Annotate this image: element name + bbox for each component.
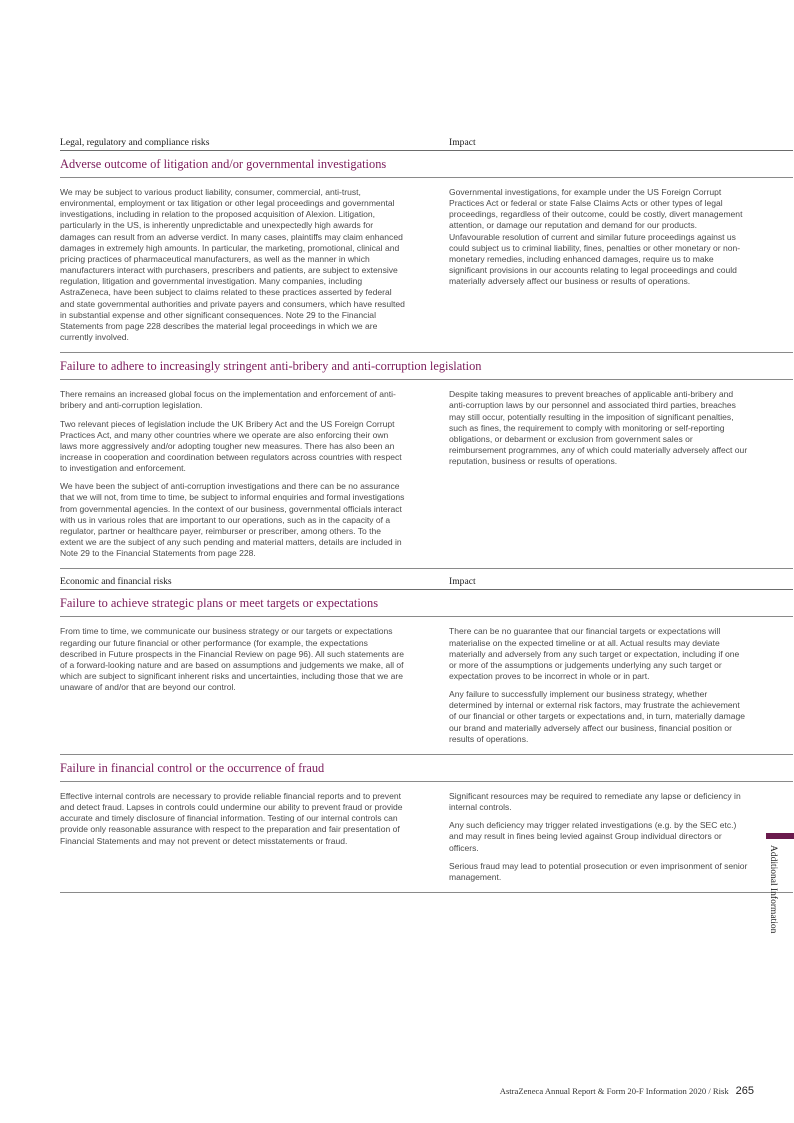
paragraph: There remains an increased global focus on the implementation and enforcement of anti-bribery and anti-corruption legislation. bbox=[60, 389, 396, 411]
paragraph: Any such deficiency may trigger related investigations (e.g. by the SEC etc.) and may result in fines being levied against Group individual directors or officers. bbox=[449, 820, 737, 853]
section-header-right: Impact bbox=[449, 137, 476, 148]
page-content bbox=[60, 137, 793, 893]
risk-body-strategic-plans bbox=[60, 617, 793, 755]
paragraph: Significant resources may be required to remediate any lapse or deficiency in internal controls. bbox=[449, 790, 741, 813]
paragraph: Any failure to successfully implement our business strategy, whether determined by internal or external risk factors, may frustrate the achievement of our financial or other targets or expectations and, in turn, materially damage our brand and materially adversely affect our business, financial position or results of operations. bbox=[449, 689, 745, 744]
risk-impact bbox=[449, 791, 749, 883]
risk-title-strategic-plans: Failure to achieve strategic plans or meet targets or expectations bbox=[60, 596, 793, 617]
risk-description bbox=[60, 187, 406, 343]
risk-title-litigation: Adverse outcome of litigation and/or governmental investigations bbox=[60, 157, 793, 178]
paragraph: Despite taking measures to prevent breaches of applicable anti-bribery and anti-corruption laws by our personnel and associated third parties, breaches may still occur, potentially resulting in the imposition of significant penalties, such as fines, the requirement to comply with monitoring or self-reporting obligations, or debarment or exclusion from government sales or reimbursement programmes, any of which could materially adversely affect our reputation, business or results of operations. bbox=[449, 389, 748, 467]
paragraph: We may be subject to various product liability, consumer, commercial, anti-trust, environmental, employment or tax litigation or other legal proceedings and governmental investigations, including in relation to the proposed acquisition of Alexion. Litigation, particularly in the US, is inherently unpredictable and unexpectedly high awards for damages can result from an adverse verdict. In many cases, plaintiffs may claim enhanced damages in extremely high amounts. In particular, the marketing, promotional, clinical and pricing practices of pharmaceutical manufacturers, as well as the manner in which manufacturers interact with purchasers, prescribers and patients, are subject to extensive regulation, litigation and governmental investigation. Many companies, including AstraZeneca, have been subject to claims related to these practices asserted by federal and state governmental authorities and private payers and consumers, which have resulted in substantial expense and other significant consequences. Note 29 to the Financial Statements from page 228 describes the material legal proceedings in which we are currently involved. bbox=[60, 187, 405, 343]
paragraph: Effective internal controls are necessary to provide reliable financial reports and to prevent and detect fraud. Lapses in controls could undermine our ability to prevent fraud or provide accurate and timely disclosure of financial information. Testing of our internal controls can provide only reasonable assurance with respect to the preparation and fair presentation of Financial Statements and may not prevent or detect misstatements or fraud. bbox=[60, 790, 403, 846]
section-tab-marker bbox=[766, 833, 794, 839]
paragraph: Two relevant pieces of legislation include the UK Bribery Act and the US Foreign Corrupt Practices Act, and many other countries where we operate are also enforcing their own laws more aggressively and/or adopting tougher new measures. There has also been an increase in cooperation and coordination between regulators across countries with respect to investigation and enforcement. bbox=[60, 418, 402, 474]
risk-body-financial-control bbox=[60, 782, 793, 893]
risk-body-anti-bribery bbox=[60, 380, 793, 569]
risk-impact bbox=[449, 187, 749, 343]
section-header-economic bbox=[60, 576, 793, 590]
risk-body-litigation bbox=[60, 178, 793, 353]
risk-title-financial-control: Failure in financial control or the occurrence of fraud bbox=[60, 761, 793, 782]
page-footer bbox=[500, 1085, 754, 1097]
side-section-label: Additional Information bbox=[768, 845, 778, 934]
paragraph: We have been the subject of anti-corruption investigations and there can be no assurance that we will not, from time to time, be subject to informal enquiries and formal investigations from governmental agencies. In the context of our business, governmental officials interact with us in various roles that are important to our operations, such as in the capacity of a regulator, partner or healthcare payer, reimburser or prescriber, among others. To the extent we are the subject of any such pending and material matters, details are included in Note 29 to the Financial Statements from page 228. bbox=[60, 481, 405, 559]
risk-description bbox=[60, 626, 406, 745]
risk-description bbox=[60, 389, 406, 559]
paragraph: Governmental investigations, for example under the US Foreign Corrupt Practices Act or federal or state False Claims Acts or other types of legal proceedings, regardless of their outcome, could be costly, divert management attention, or damage our reputation and demand for our products. Unfavourable resolution of current and similar future proceedings against us could subject us to criminal liability, fines, penalties or other monetary or non-monetary remedies, including enhanced damages, require us to make significant provisions in our accounts relating to legal proceedings and could materially adversely affect our business or results of operations. bbox=[449, 187, 743, 287]
risk-description bbox=[60, 791, 406, 883]
section-header-left: Legal, regulatory and compliance risks bbox=[60, 137, 210, 148]
page-number: 265 bbox=[735, 1085, 754, 1097]
paragraph: From time to time, we communicate our business strategy or our targets or expectations regarding our future financial or other performance (for example, the expectations described in Future prospects in the Financial Review on page 96). All such statements are of a forward-looking nature and are based on assumptions and judgements we make, all of which are subject to significant inherent risks and uncertainties, including those that we are unaware of and/or that are beyond our control. bbox=[60, 626, 404, 693]
section-header-right: Impact bbox=[449, 576, 476, 588]
footer-text: AstraZeneca Annual Report & Form 20-F Information 2020 / Risk bbox=[499, 1086, 729, 1096]
risk-title-anti-bribery: Failure to adhere to increasingly stringent anti-bribery and anti-corruption legislation bbox=[60, 359, 793, 380]
paragraph: There can be no guarantee that our financial targets or expectations will materialise on the expected timeline or at all. Actual results may deviate materially and adversely from any such target or expectation, including if one or more of the assumptions or judgements underlying any such target or expectation proves to be incorrect in whole or in part. bbox=[449, 626, 740, 681]
risk-impact bbox=[449, 626, 749, 745]
section-header-legal bbox=[60, 137, 793, 151]
section-header-left: Economic and financial risks bbox=[60, 576, 172, 588]
risk-impact bbox=[449, 389, 749, 559]
paragraph: Serious fraud may lead to potential prosecution or even imprisonment of senior management. bbox=[449, 860, 748, 882]
